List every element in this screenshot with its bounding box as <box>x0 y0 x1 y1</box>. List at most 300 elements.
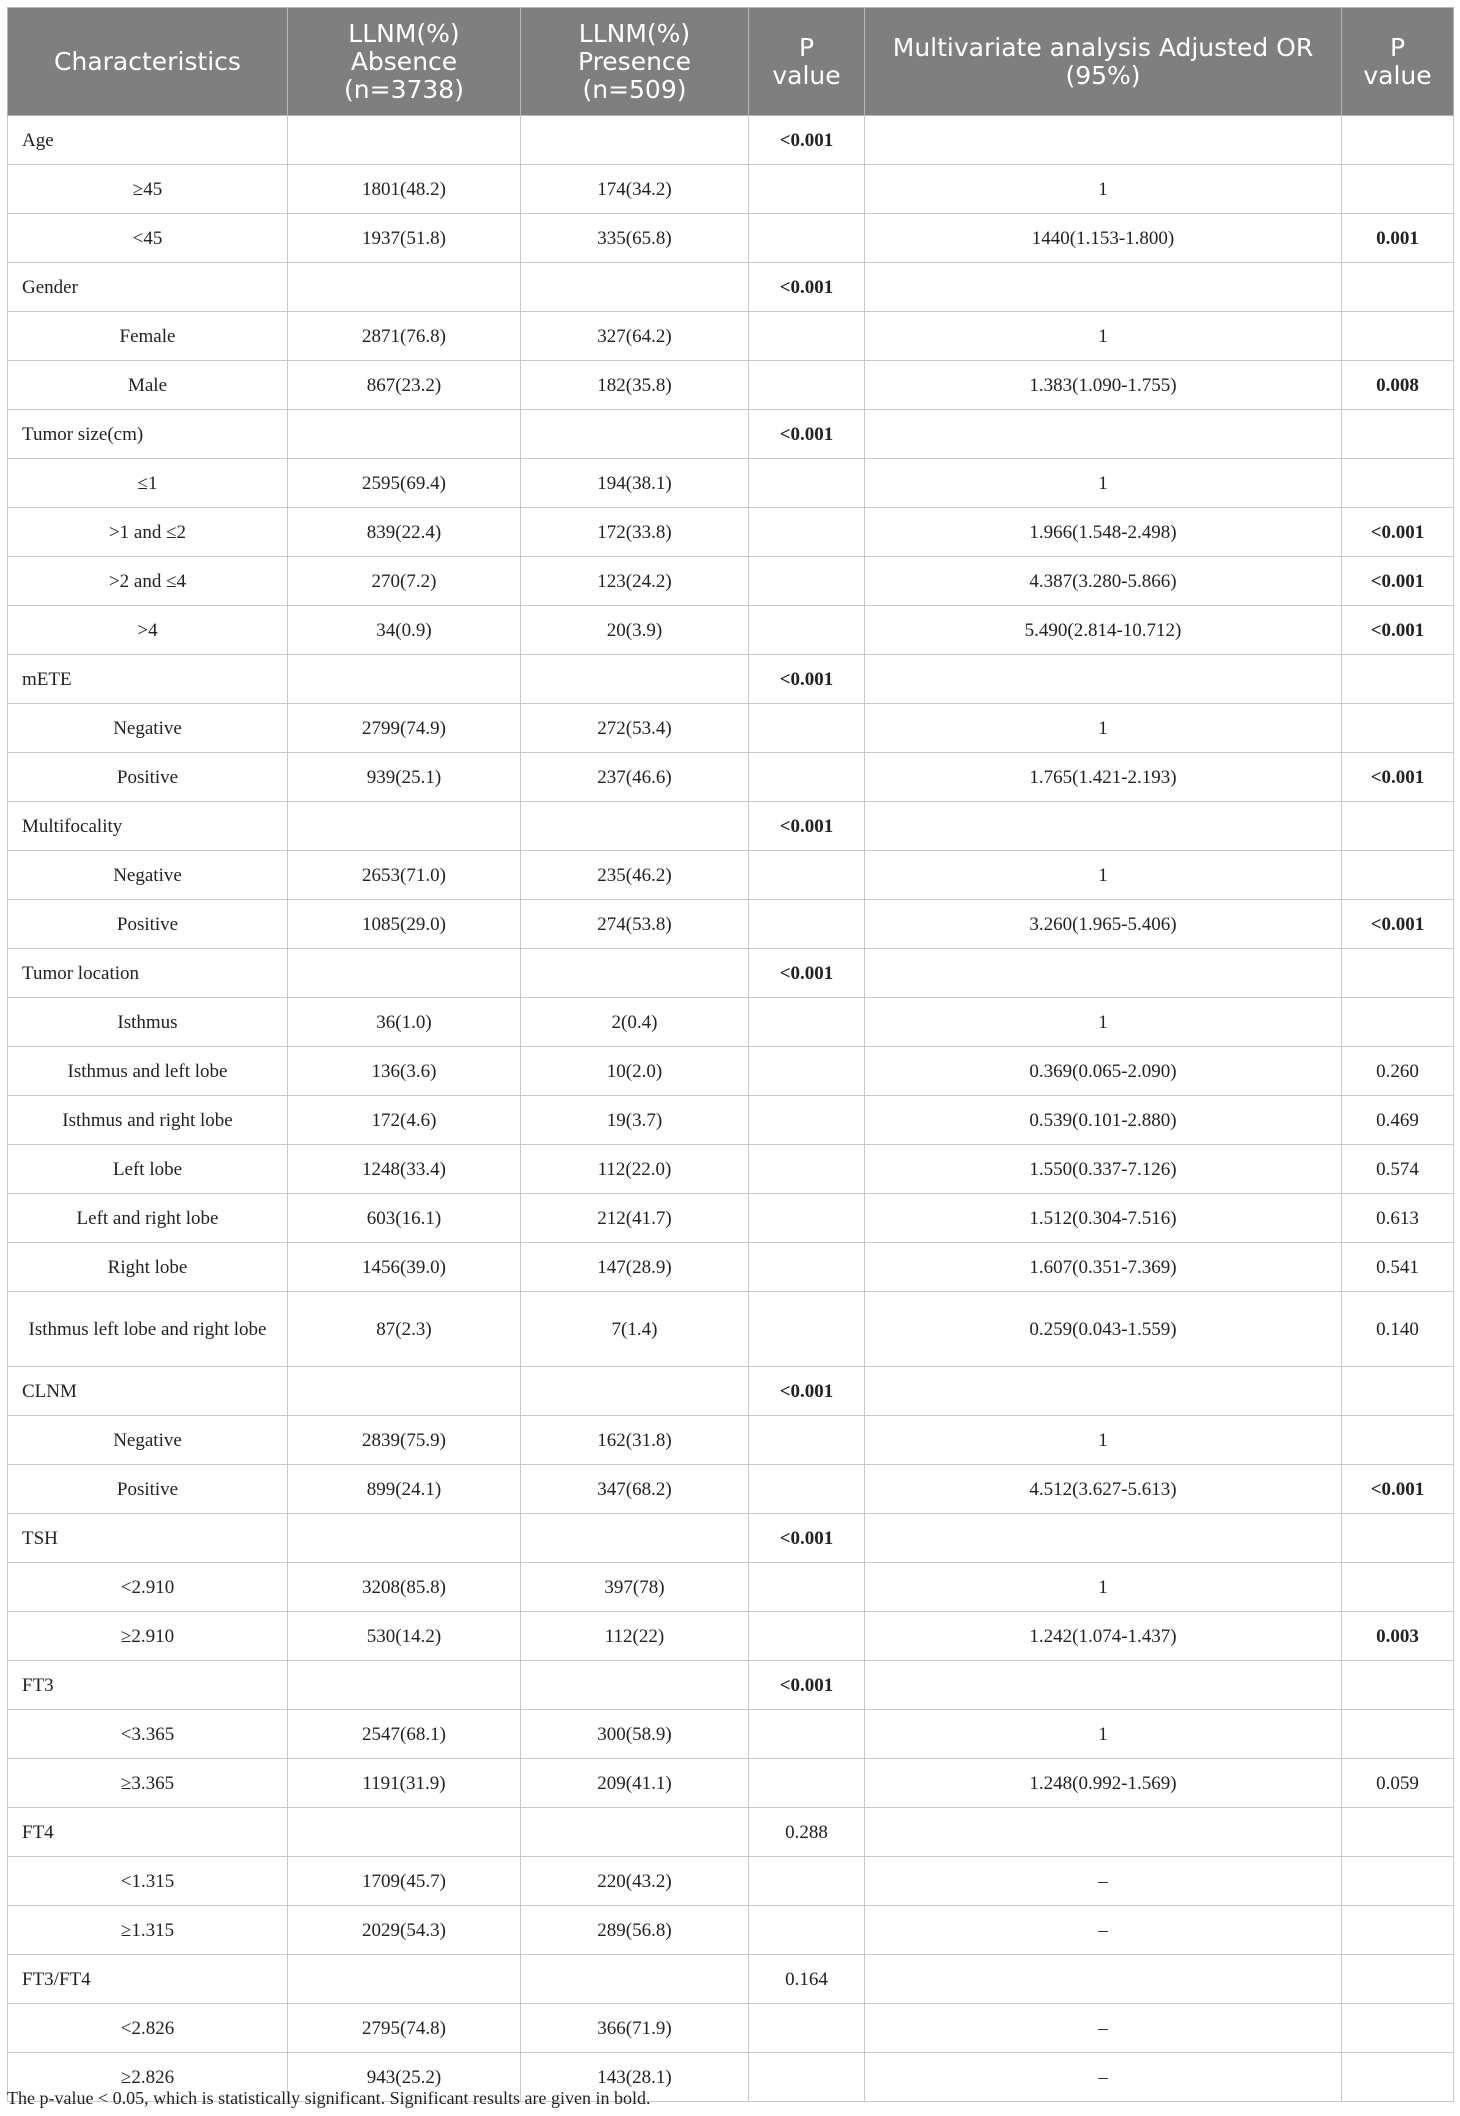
subgroup-label: Isthmus and left lobe <box>8 1047 288 1096</box>
subgroup-label: <2.910 <box>8 1563 288 1612</box>
subgroup-label: >2 and ≤4 <box>8 557 288 606</box>
header-line: value <box>1363 60 1432 90</box>
presence-cell: 289(56.8) <box>521 1906 749 1955</box>
category-label: mETE <box>8 655 288 704</box>
header-line: Absence <box>350 46 458 76</box>
header-adjusted-or <box>865 8 1342 116</box>
header-line: P <box>798 32 815 62</box>
header-absence <box>288 8 521 116</box>
absence-cell: 270(7.2) <box>288 557 521 606</box>
adjusted-or-cell: – <box>865 1857 1342 1906</box>
presence-cell: 212(41.7) <box>521 1194 749 1243</box>
presence-cell: 235(46.2) <box>521 851 749 900</box>
table-row <box>8 1710 1454 1759</box>
category-row <box>8 1955 1454 2004</box>
p-value-cell: <0.001 <box>749 116 865 165</box>
absence-cell <box>288 410 521 459</box>
presence-cell: 123(24.2) <box>521 557 749 606</box>
presence-cell: 182(35.8) <box>521 361 749 410</box>
multivariate-p-cell: 0.140 <box>1342 1292 1454 1367</box>
adjusted-or-cell: 1.550(0.337-7.126) <box>865 1145 1342 1194</box>
subgroup-label: Positive <box>8 1465 288 1514</box>
subgroup-label: <2.826 <box>8 2004 288 2053</box>
presence-cell: 172(33.8) <box>521 508 749 557</box>
absence-cell: 1456(39.0) <box>288 1243 521 1292</box>
category-row <box>8 1661 1454 1710</box>
multivariate-p-cell: 0.059 <box>1342 1759 1454 1808</box>
table-row <box>8 165 1454 214</box>
category-label: Tumor location <box>8 949 288 998</box>
multivariate-p-cell <box>1342 949 1454 998</box>
absence-cell: 2795(74.8) <box>288 2004 521 2053</box>
table-row <box>8 557 1454 606</box>
absence-cell: 34(0.9) <box>288 606 521 655</box>
p-value-cell <box>749 1243 865 1292</box>
p-value-cell <box>749 1906 865 1955</box>
p-value-cell: <0.001 <box>749 410 865 459</box>
header-p-value-multivariate <box>1342 8 1454 116</box>
absence-cell: 2029(54.3) <box>288 1906 521 1955</box>
presence-cell: 347(68.2) <box>521 1465 749 1514</box>
presence-cell <box>521 116 749 165</box>
presence-cell: 274(53.8) <box>521 900 749 949</box>
adjusted-or-cell <box>865 410 1342 459</box>
p-value-cell <box>749 2053 865 2102</box>
adjusted-or-cell <box>865 1367 1342 1416</box>
subgroup-label: ≥2.910 <box>8 1612 288 1661</box>
table-row <box>8 1194 1454 1243</box>
absence-cell: 3208(85.8) <box>288 1563 521 1612</box>
p-value-cell <box>749 312 865 361</box>
presence-cell: 10(2.0) <box>521 1047 749 1096</box>
p-value-cell <box>749 851 865 900</box>
table-body <box>8 116 1454 2102</box>
adjusted-or-cell <box>865 655 1342 704</box>
subgroup-label: Isthmus <box>8 998 288 1047</box>
presence-cell <box>521 1661 749 1710</box>
header-line: Characteristics <box>54 46 241 76</box>
subgroup-label: Right lobe <box>8 1243 288 1292</box>
multivariate-p-cell <box>1342 410 1454 459</box>
p-value-cell <box>749 753 865 802</box>
adjusted-or-cell: 1.765(1.421-2.193) <box>865 753 1342 802</box>
p-value-cell: <0.001 <box>749 802 865 851</box>
absence-cell: 1191(31.9) <box>288 1759 521 1808</box>
absence-cell: 1248(33.4) <box>288 1145 521 1194</box>
p-value-cell: <0.001 <box>749 949 865 998</box>
table-row <box>8 312 1454 361</box>
subgroup-label: Negative <box>8 1416 288 1465</box>
table-row <box>8 1416 1454 1465</box>
multivariate-p-cell <box>1342 704 1454 753</box>
table-row <box>8 1047 1454 1096</box>
table-row <box>8 508 1454 557</box>
subgroup-label: ≤1 <box>8 459 288 508</box>
absence-cell: 603(16.1) <box>288 1194 521 1243</box>
absence-cell: 839(22.4) <box>288 508 521 557</box>
multivariate-p-cell: <0.001 <box>1342 1465 1454 1514</box>
absence-cell: 136(3.6) <box>288 1047 521 1096</box>
absence-cell <box>288 1955 521 2004</box>
table-row <box>8 1906 1454 1955</box>
presence-cell <box>521 410 749 459</box>
absence-cell: 36(1.0) <box>288 998 521 1047</box>
header-presence <box>521 8 749 116</box>
p-value-cell <box>749 508 865 557</box>
multivariate-p-cell <box>1342 1808 1454 1857</box>
p-value-cell <box>749 1145 865 1194</box>
multivariate-p-cell <box>1342 1857 1454 1906</box>
p-value-cell <box>749 2004 865 2053</box>
absence-cell <box>288 1808 521 1857</box>
multivariate-p-cell: 0.008 <box>1342 361 1454 410</box>
absence-cell: 1709(45.7) <box>288 1857 521 1906</box>
adjusted-or-cell: 1.512(0.304-7.516) <box>865 1194 1342 1243</box>
presence-cell <box>521 1367 749 1416</box>
p-value-cell <box>749 557 865 606</box>
header-p-value <box>749 8 865 116</box>
presence-cell: 7(1.4) <box>521 1292 749 1367</box>
table-row <box>8 361 1454 410</box>
header-line: LLNM(%) <box>578 18 691 48</box>
adjusted-or-cell: 1 <box>865 1563 1342 1612</box>
category-row <box>8 116 1454 165</box>
presence-cell <box>521 655 749 704</box>
category-row <box>8 1808 1454 1857</box>
absence-cell <box>288 949 521 998</box>
multivariate-p-cell: 0.541 <box>1342 1243 1454 1292</box>
presence-cell <box>521 1514 749 1563</box>
p-value-cell <box>749 1759 865 1808</box>
presence-cell: 143(28.1) <box>521 2053 749 2102</box>
p-value-cell <box>749 704 865 753</box>
presence-cell: 112(22.0) <box>521 1145 749 1194</box>
table-row <box>8 1612 1454 1661</box>
category-label: FT4 <box>8 1808 288 1857</box>
adjusted-or-cell: 4.387(3.280-5.866) <box>865 557 1342 606</box>
p-value-cell: <0.001 <box>749 1661 865 1710</box>
p-value-cell <box>749 1096 865 1145</box>
multivariate-p-cell <box>1342 1367 1454 1416</box>
absence-cell: 2871(76.8) <box>288 312 521 361</box>
subgroup-label: ≥2.826 <box>8 2053 288 2102</box>
multivariate-p-cell <box>1342 165 1454 214</box>
p-value-cell <box>749 1563 865 1612</box>
subgroup-label: Male <box>8 361 288 410</box>
multivariate-p-cell <box>1342 459 1454 508</box>
results-table <box>7 7 1454 2102</box>
presence-cell <box>521 263 749 312</box>
adjusted-or-cell: 1 <box>865 1416 1342 1465</box>
multivariate-p-cell <box>1342 2053 1454 2102</box>
multivariate-p-cell <box>1342 1563 1454 1612</box>
table-row <box>8 1563 1454 1612</box>
header-characteristics <box>8 8 288 116</box>
multivariate-p-cell: <0.001 <box>1342 900 1454 949</box>
p-value-cell <box>749 900 865 949</box>
multivariate-p-cell <box>1342 998 1454 1047</box>
category-row <box>8 949 1454 998</box>
adjusted-or-cell: – <box>865 1906 1342 1955</box>
subgroup-label: Isthmus left lobe and right lobe <box>8 1292 288 1367</box>
subgroup-label: Left and right lobe <box>8 1194 288 1243</box>
absence-cell: 2839(75.9) <box>288 1416 521 1465</box>
presence-cell: 300(58.9) <box>521 1710 749 1759</box>
presence-cell: 272(53.4) <box>521 704 749 753</box>
multivariate-p-cell: 0.469 <box>1342 1096 1454 1145</box>
multivariate-p-cell: <0.001 <box>1342 753 1454 802</box>
multivariate-p-cell <box>1342 802 1454 851</box>
presence-cell: 335(65.8) <box>521 214 749 263</box>
presence-cell <box>521 1955 749 2004</box>
multivariate-p-cell: <0.001 <box>1342 508 1454 557</box>
absence-cell: 1801(48.2) <box>288 165 521 214</box>
subgroup-label: ≥45 <box>8 165 288 214</box>
absence-cell: 1085(29.0) <box>288 900 521 949</box>
absence-cell: 867(23.2) <box>288 361 521 410</box>
presence-cell: 327(64.2) <box>521 312 749 361</box>
multivariate-p-cell: 0.003 <box>1342 1612 1454 1661</box>
header-line: (n=509) <box>582 74 687 104</box>
absence-cell <box>288 116 521 165</box>
subgroup-label: <1.315 <box>8 1857 288 1906</box>
adjusted-or-cell: 1 <box>865 1710 1342 1759</box>
multivariate-p-cell: <0.001 <box>1342 557 1454 606</box>
table-row <box>8 214 1454 263</box>
multivariate-p-cell <box>1342 1514 1454 1563</box>
p-value-cell <box>749 1292 865 1367</box>
table-row <box>8 1243 1454 1292</box>
header-line: Presence <box>577 46 692 76</box>
table-row <box>8 1857 1454 1906</box>
adjusted-or-cell: 1 <box>865 459 1342 508</box>
adjusted-or-cell: 3.260(1.965-5.406) <box>865 900 1342 949</box>
absence-cell: 939(25.1) <box>288 753 521 802</box>
adjusted-or-cell: 1.383(1.090-1.755) <box>865 361 1342 410</box>
table-header <box>8 8 1454 116</box>
category-label: Gender <box>8 263 288 312</box>
header-line: P <box>1389 32 1406 62</box>
multivariate-p-cell: 0.613 <box>1342 1194 1454 1243</box>
category-label: TSH <box>8 1514 288 1563</box>
multivariate-p-cell <box>1342 1710 1454 1759</box>
header-line: value <box>772 60 841 90</box>
presence-cell: 19(3.7) <box>521 1096 749 1145</box>
subgroup-label: <45 <box>8 214 288 263</box>
table-row <box>8 1759 1454 1808</box>
multivariate-p-cell <box>1342 655 1454 704</box>
absence-cell: 2653(71.0) <box>288 851 521 900</box>
presence-cell: 20(3.9) <box>521 606 749 655</box>
presence-cell: 2(0.4) <box>521 998 749 1047</box>
table-footnote: The p-value < 0.05, which is statistically significant. Significant results are given in bold. <box>7 2088 651 2108</box>
presence-cell <box>521 802 749 851</box>
p-value-cell: <0.001 <box>749 263 865 312</box>
subgroup-label: >1 and ≤2 <box>8 508 288 557</box>
adjusted-or-cell: 1 <box>865 998 1342 1047</box>
presence-cell: 220(43.2) <box>521 1857 749 1906</box>
p-value-cell <box>749 1465 865 1514</box>
multivariate-p-cell: 0.001 <box>1342 214 1454 263</box>
absence-cell: 943(25.2) <box>288 2053 521 2102</box>
table-row <box>8 704 1454 753</box>
category-label: Tumor size(cm) <box>8 410 288 459</box>
p-value-cell <box>749 1047 865 1096</box>
presence-cell: 162(31.8) <box>521 1416 749 1465</box>
table-row <box>8 1145 1454 1194</box>
absence-cell: 2799(74.9) <box>288 704 521 753</box>
adjusted-or-cell: 1.248(0.992-1.569) <box>865 1759 1342 1808</box>
adjusted-or-cell: 1.966(1.548-2.498) <box>865 508 1342 557</box>
multivariate-p-cell <box>1342 263 1454 312</box>
p-value-cell: 0.288 <box>749 1808 865 1857</box>
subgroup-label: Isthmus and right lobe <box>8 1096 288 1145</box>
subgroup-label: Positive <box>8 753 288 802</box>
adjusted-or-cell <box>865 1661 1342 1710</box>
p-value-cell <box>749 1194 865 1243</box>
header-line: (95%) <box>1065 60 1141 90</box>
table-row <box>8 851 1454 900</box>
subgroup-label: ≥3.365 <box>8 1759 288 1808</box>
subgroup-label: <3.365 <box>8 1710 288 1759</box>
multivariate-p-cell <box>1342 1416 1454 1465</box>
multivariate-p-cell <box>1342 851 1454 900</box>
p-value-cell <box>749 1416 865 1465</box>
presence-cell: 366(71.9) <box>521 2004 749 2053</box>
adjusted-or-cell: 0.369(0.065-2.090) <box>865 1047 1342 1096</box>
header-row <box>8 8 1454 116</box>
subgroup-label: Negative <box>8 851 288 900</box>
p-value-cell <box>749 214 865 263</box>
absence-cell: 87(2.3) <box>288 1292 521 1367</box>
subgroup-label: ≥1.315 <box>8 1906 288 1955</box>
multivariate-p-cell <box>1342 1906 1454 1955</box>
table-row <box>8 753 1454 802</box>
adjusted-or-cell <box>865 1514 1342 1563</box>
table-row <box>8 900 1454 949</box>
absence-cell <box>288 263 521 312</box>
absence-cell: 1937(51.8) <box>288 214 521 263</box>
absence-cell <box>288 1514 521 1563</box>
table-row <box>8 1292 1454 1367</box>
p-value-cell: <0.001 <box>749 1367 865 1416</box>
presence-cell: 174(34.2) <box>521 165 749 214</box>
subgroup-label: Negative <box>8 704 288 753</box>
category-row <box>8 655 1454 704</box>
category-label: Multifocality <box>8 802 288 851</box>
adjusted-or-cell: 1440(1.153-1.800) <box>865 214 1342 263</box>
multivariate-p-cell <box>1342 312 1454 361</box>
adjusted-or-cell: 1 <box>865 851 1342 900</box>
absence-cell: 2595(69.4) <box>288 459 521 508</box>
category-row <box>8 1514 1454 1563</box>
presence-cell: 397(78) <box>521 1563 749 1612</box>
adjusted-or-cell: – <box>865 2053 1342 2102</box>
subgroup-label: >4 <box>8 606 288 655</box>
presence-cell <box>521 1808 749 1857</box>
header-line: (n=3738) <box>344 74 464 104</box>
p-value-cell <box>749 1857 865 1906</box>
multivariate-p-cell: 0.260 <box>1342 1047 1454 1096</box>
adjusted-or-cell <box>865 1955 1342 2004</box>
adjusted-or-cell <box>865 949 1342 998</box>
p-value-cell <box>749 459 865 508</box>
adjusted-or-cell: 1 <box>865 312 1342 361</box>
adjusted-or-cell <box>865 263 1342 312</box>
table-row <box>8 1465 1454 1514</box>
table-row <box>8 606 1454 655</box>
category-row <box>8 1367 1454 1416</box>
absence-cell <box>288 655 521 704</box>
p-value-cell: <0.001 <box>749 1514 865 1563</box>
category-row <box>8 410 1454 459</box>
absence-cell <box>288 802 521 851</box>
adjusted-or-cell: 1.242(1.074-1.437) <box>865 1612 1342 1661</box>
table-row <box>8 459 1454 508</box>
adjusted-or-cell: 1.607(0.351-7.369) <box>865 1243 1342 1292</box>
multivariate-p-cell <box>1342 116 1454 165</box>
absence-cell: 172(4.6) <box>288 1096 521 1145</box>
presence-cell: 112(22) <box>521 1612 749 1661</box>
adjusted-or-cell: 1 <box>865 704 1342 753</box>
p-value-cell <box>749 1612 865 1661</box>
subgroup-label: Left lobe <box>8 1145 288 1194</box>
header-line: LLNM(%) <box>348 18 460 48</box>
adjusted-or-cell: 5.490(2.814-10.712) <box>865 606 1342 655</box>
presence-cell: 147(28.9) <box>521 1243 749 1292</box>
category-label: FT3/FT4 <box>8 1955 288 2004</box>
absence-cell: 2547(68.1) <box>288 1710 521 1759</box>
adjusted-or-cell <box>865 116 1342 165</box>
presence-cell: 194(38.1) <box>521 459 749 508</box>
table-row <box>8 2004 1454 2053</box>
category-row <box>8 263 1454 312</box>
subgroup-label: Positive <box>8 900 288 949</box>
table-row <box>8 1096 1454 1145</box>
table-row <box>8 998 1454 1047</box>
adjusted-or-cell <box>865 1808 1342 1857</box>
header-line: Multivariate analysis Adjusted OR <box>892 32 1314 62</box>
absence-cell <box>288 1661 521 1710</box>
absence-cell: 899(24.1) <box>288 1465 521 1514</box>
multivariate-p-cell <box>1342 2004 1454 2053</box>
category-label: CLNM <box>8 1367 288 1416</box>
p-value-cell: <0.001 <box>749 655 865 704</box>
adjusted-or-cell: 0.539(0.101-2.880) <box>865 1096 1342 1145</box>
p-value-cell <box>749 998 865 1047</box>
multivariate-p-cell: <0.001 <box>1342 606 1454 655</box>
category-label: FT3 <box>8 1661 288 1710</box>
p-value-cell: 0.164 <box>749 1955 865 2004</box>
adjusted-or-cell: 4.512(3.627-5.613) <box>865 1465 1342 1514</box>
category-row <box>8 802 1454 851</box>
presence-cell: 209(41.1) <box>521 1759 749 1808</box>
absence-cell: 530(14.2) <box>288 1612 521 1661</box>
absence-cell <box>288 1367 521 1416</box>
adjusted-or-cell: 0.259(0.043-1.559) <box>865 1292 1342 1367</box>
adjusted-or-cell <box>865 802 1342 851</box>
subgroup-label: Female <box>8 312 288 361</box>
category-label: Age <box>8 116 288 165</box>
presence-cell <box>521 949 749 998</box>
multivariate-p-cell <box>1342 1955 1454 2004</box>
p-value-cell <box>749 361 865 410</box>
p-value-cell <box>749 1710 865 1759</box>
adjusted-or-cell: – <box>865 2004 1342 2053</box>
multivariate-p-cell: 0.574 <box>1342 1145 1454 1194</box>
presence-cell: 237(46.6) <box>521 753 749 802</box>
adjusted-or-cell: 1 <box>865 165 1342 214</box>
